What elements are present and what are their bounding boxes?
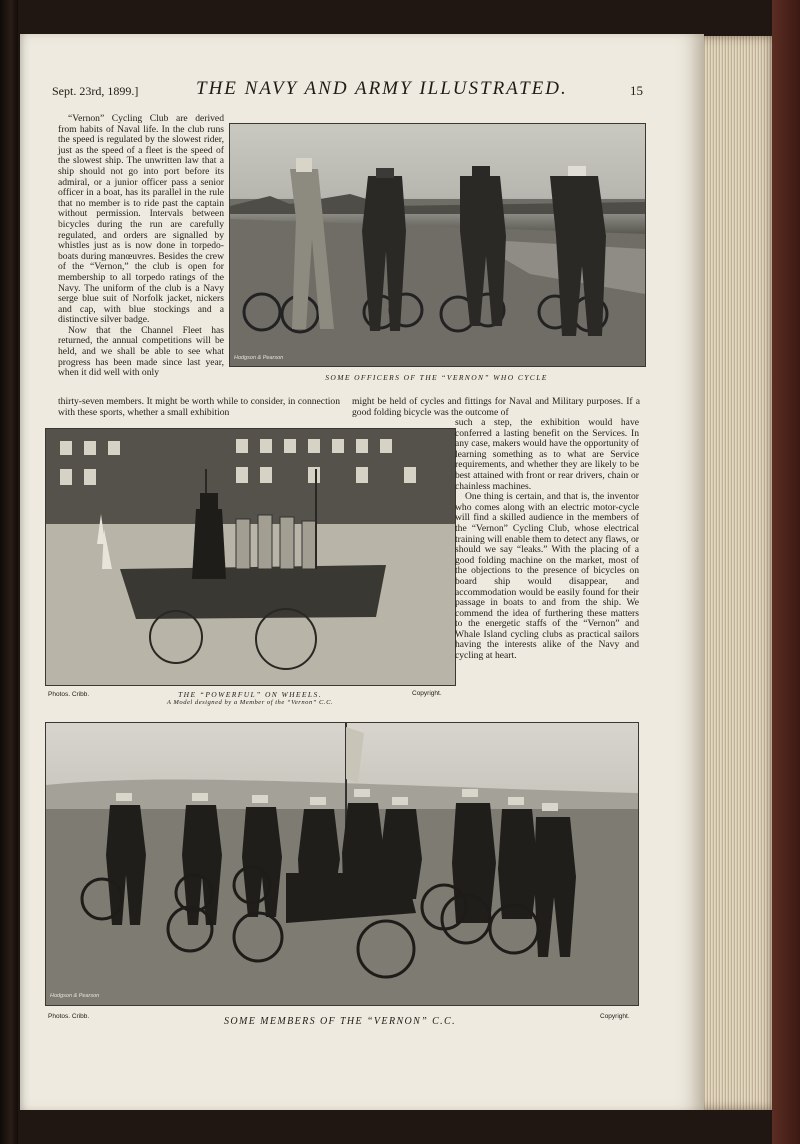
paragraph: One thing is certain, and that is, the inventor who comes along with an electric motor-cycle will find a skilled audience in the members of the “Vernon” Cycling Club, whose electrical training will enable them to detect any flaws, or should we say “leaks.” With the placing of a good folding machine on the market, most of the objections to the presence of bicycles on board ship would disappear, and accommodation would be easily found for their passage in boats to and from the ship. We commend the idea of furthering these matters to the energetic staffs of the “Vernon” and Whale Island cycling clubs as practical sailors having the interests alike of the Navy and cycling at heart. [455,491,639,662]
subcaption-powerful: A Model designed by a Member of the “Vernon” C.C. [166,699,334,706]
book-binding-left [0,0,18,1144]
spanning-text-right: might be held of cycles and fittings for Naval and Military purposes. If a good folding bicycle was the outcome of [352,396,640,418]
copyright-notice: Copyright. [600,1013,630,1020]
caption-officers: SOME OFFICERS OF THE “VERNON” WHO CYCLE [325,373,548,382]
page-number: 15 [630,83,643,98]
caption-powerful: THE “POWERFUL” ON WHEELS. [178,690,322,699]
photographer-stamp: Hodgson & Pearson [234,355,284,361]
spanning-text-left: thirty-seven members. It might be worth while to consider, in connection with these sports, whether a small exhibition [58,396,340,418]
members-illustration [46,723,638,1005]
paragraph: Now that the Channel Fleet has returned, the annual competitions will be held, and we shall be able to see what progress has been made since last year, when it did well with only [58,324,224,379]
photo-club-members [45,722,639,1006]
page-fore-edge [700,36,782,1110]
column-1-text [58,114,224,379]
photo-powerful-on-wheels [45,428,456,686]
header-title: THE NAVY AND ARMY ILLUSTRATED. [196,78,568,99]
photo-officers-with-bicycles [229,123,646,367]
column-3-text [455,418,639,662]
header-date: Sept. 23rd, 1899.] [52,84,139,98]
paragraph: “Vernon” Cycling Club are derived from habits of Naval life. In the club runs the speed is regulated by the slowest rider, just as the speed of a fleet is the speed of the slowest ship. The unwritten law that a ship should not go into port before its admiral, or a junior officer pass a senior officer in a boat, has its parallel in the rule that no member is to ride past the captain without permission. Intervals between bicycles during the run are carefully regulated, and orders are signalled by whistles just as is now done in torpedo-boats during manœuvres. Besides the crew of the “Vernon,” the club is open for membership to all torpedo ratings of the Navy. The uniform of the club is a Navy serge blue suit of Norfolk jacket, nickers and cap, with blue stockings and a distinctive silver badge. [58,113,224,326]
powerful-illustration [46,429,455,685]
copyright-notice: Copyright. [412,690,442,697]
officers-illustration [230,124,645,366]
photo-credit: Photos. Cribb. [48,1013,90,1020]
paragraph: such a step, the exhibition would have conferred a lasting benefit on the Services. In any case, makers would have the opportunity of learning something as to what are Service requirements, and whether they are likely to be best attained with front or rear drivers, chain or chainless machines. [455,417,639,492]
photo-credit: Photos. Cribb. [48,691,90,698]
cover-board [772,0,800,1144]
photographer-stamp: Hodgson & Pearson [50,993,100,999]
caption-members: SOME MEMBERS OF THE “VERNON” C.C. [223,1016,457,1027]
